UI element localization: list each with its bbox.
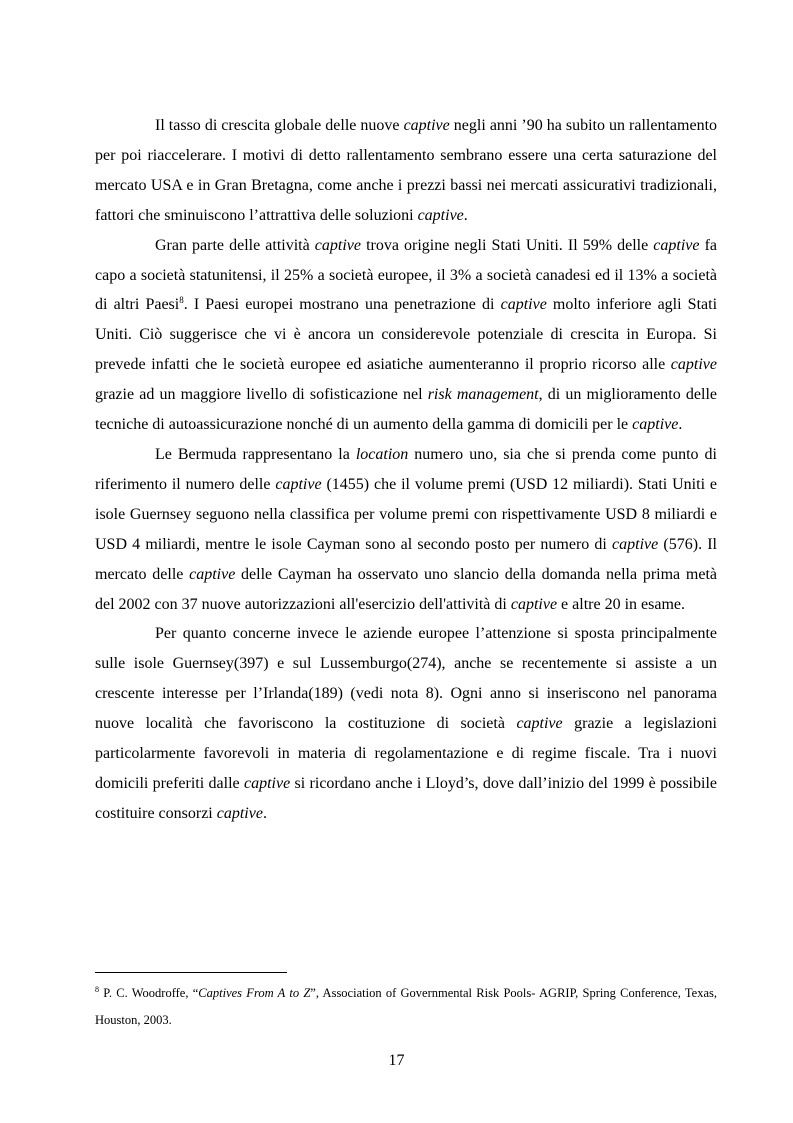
text-run: grazie a legislazioni particolarmente favorevoli in materia di regolamentazione e di regime fiscale. Tra i nuovi domicili preferiti dalle — [95, 715, 717, 792]
footnote-reference: 8 — [179, 295, 184, 306]
paragraph — [95, 619, 717, 828]
body-text — [95, 111, 717, 829]
page-number: 17 — [388, 1052, 405, 1069]
italic-term: captive — [275, 475, 322, 493]
italic-term: risk management — [427, 386, 539, 404]
text-run: negli anni ’90 ha subito un rallentamento per poi riaccelerare. I motivi di detto rallentamento sembrano essere una certa saturazione del mercato USA e in Gran Bretagna, come anche i prezzi bassi nei mercati assicurativi tradizionali, fattori che sminuiscono l’attrattiva delle soluzioni — [95, 117, 718, 224]
text-run: P. C. Woodroffe, “ — [99, 986, 199, 1000]
italic-term: captive — [612, 535, 659, 553]
text-run: fa capo a società statunitensi, il 25% a società europee, il 3% a società canadesi ed il 13% a società di altri Paesi — [95, 236, 718, 314]
italic-term: captive — [314, 236, 361, 254]
text-run: Le Bermuda rappresentano la — [155, 445, 356, 463]
text-run: trova origine negli Stati Uniti. Il 59% delle — [361, 236, 654, 254]
text-run: si ricordano anche i Lloyd’s, dove dall’inizio del 1999 è possibile costituire consorzi — [95, 774, 717, 822]
italic-term: captive — [189, 565, 236, 583]
italic-term: captive — [516, 715, 563, 733]
italic-term: captive — [653, 236, 700, 254]
text-run: (576). Il mercato delle — [95, 535, 717, 583]
italic-term: captive — [243, 774, 291, 792]
paragraph — [95, 440, 717, 619]
footnote-reference: 8 — [95, 985, 99, 994]
italic-term: captive — [670, 356, 717, 374]
paragraph — [95, 111, 717, 231]
italic-term: Captives From A to Z — [198, 986, 311, 1000]
text-run: (1455) che il volume premi (USD 12 miliardi). Stati Uniti e isole Guernsey seguono nella classifica per volume premi con rispettivamente USD 8 miliardi e USD 4 miliardi, mentre le isole Cayman sono al secondo posto per numero di — [95, 475, 718, 553]
text-run: numero uno, sia che si prenda come punto di riferimento il numero delle — [95, 445, 717, 493]
italic-term: captive — [510, 595, 558, 613]
italic-term: captive — [500, 296, 547, 314]
italic-term: captive — [216, 804, 263, 822]
text-run: Gran parte delle attività — [155, 236, 315, 254]
text-run: ”, Association of Governmental Risk Pools- AGRIP, Spring Conference, Texas, Houston, 2003. — [95, 986, 718, 1027]
text-run: . I Paesi europei mostrano una penetrazione di — [183, 296, 501, 314]
text-run: Il tasso di crescita globale delle nuove — [155, 117, 404, 134]
footnote-separator — [95, 972, 287, 973]
text-run: . — [262, 804, 267, 822]
text-run: e altre 20 in esame. — [557, 595, 685, 613]
paragraph — [95, 231, 717, 440]
text-run: , di un miglioramento delle tecniche di autoassicurazione nonché di un aumento della gamma di domicili per le — [95, 386, 717, 434]
text-run: delle Cayman ha osservato uno slancio della domanda nella prima metà del 2002 con 37 nuove autorizzazioni all'esercizio dell'attività di — [95, 565, 717, 613]
text-run: Per quanto concerne invece le aziende europee l’attenzione si sposta principalmente sulle isole Guernsey(397) e sul Lussemburgo(274), anche se recentemente si assiste a un crescente interesse per l’Irlanda(189) (vedi nota 8). Ogni anno si inseriscono nel panorama nuove località che favoriscono la costituzione di società — [95, 625, 717, 733]
italic-term: captive — [403, 117, 450, 134]
text-run: . — [463, 206, 468, 224]
text-run: grazie ad un maggiore livello di sofisticazione nel — [95, 386, 428, 404]
text-run: . — [678, 416, 683, 434]
footnote-8 — [95, 980, 717, 1034]
italic-term: location — [355, 445, 409, 463]
text-run: molto inferiore agli Stati Uniti. Ciò suggerisce che vi è ancora un considerevole potenziale di crescita in Europa. Si prevede infatti che le società europee ed asiatiche aumenteranno il proprio ricorso alle — [95, 296, 718, 374]
italic-term: captive — [632, 416, 679, 434]
italic-term: captive — [417, 206, 464, 224]
